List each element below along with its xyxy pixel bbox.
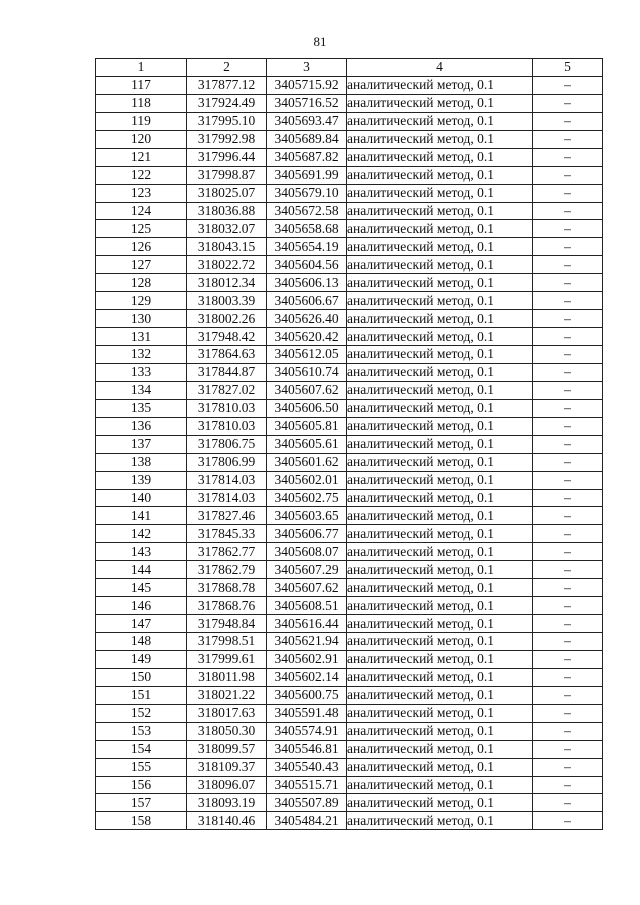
point-number-cell: 138 <box>96 453 187 471</box>
note-cell: – <box>533 489 603 507</box>
table-row <box>96 758 603 776</box>
method-cell: аналитический метод, 0.1 <box>347 328 533 346</box>
method-cell: аналитический метод, 0.1 <box>347 112 533 130</box>
note-cell: – <box>533 722 603 740</box>
note-cell: – <box>533 130 603 148</box>
x-coordinate-cell: 318093.19 <box>187 794 267 812</box>
method-cell: аналитический метод, 0.1 <box>347 704 533 722</box>
note-cell: – <box>533 794 603 812</box>
y-coordinate-cell: 3405689.84 <box>267 130 347 148</box>
y-coordinate-cell: 3405610.74 <box>267 363 347 381</box>
y-coordinate-cell: 3405607.62 <box>267 579 347 597</box>
method-cell: аналитический метод, 0.1 <box>347 650 533 668</box>
point-number-cell: 148 <box>96 633 187 651</box>
y-coordinate-cell: 3405654.19 <box>267 238 347 256</box>
table-row <box>96 615 603 633</box>
method-cell: аналитический метод, 0.1 <box>347 579 533 597</box>
note-cell: – <box>533 220 603 238</box>
point-number-cell: 151 <box>96 686 187 704</box>
method-cell: аналитический метод, 0.1 <box>347 381 533 399</box>
method-cell: аналитический метод, 0.1 <box>347 507 533 525</box>
table-row <box>96 381 603 399</box>
point-number-cell: 146 <box>96 597 187 615</box>
point-number-cell: 118 <box>96 94 187 112</box>
table-row <box>96 489 603 507</box>
method-cell: аналитический метод, 0.1 <box>347 256 533 274</box>
point-number-cell: 157 <box>96 794 187 812</box>
table-row <box>96 328 603 346</box>
y-coordinate-cell: 3405679.10 <box>267 184 347 202</box>
x-coordinate-cell: 318109.37 <box>187 758 267 776</box>
x-coordinate-cell: 318017.63 <box>187 704 267 722</box>
x-coordinate-cell: 318012.34 <box>187 274 267 292</box>
table-row <box>96 543 603 561</box>
method-cell: аналитический метод, 0.1 <box>347 184 533 202</box>
x-coordinate-cell: 318050.30 <box>187 722 267 740</box>
note-cell: – <box>533 274 603 292</box>
method-cell: аналитический метод, 0.1 <box>347 274 533 292</box>
table-row <box>96 220 603 238</box>
table-row <box>96 112 603 130</box>
x-coordinate-cell: 318099.57 <box>187 740 267 758</box>
point-number-cell: 139 <box>96 471 187 489</box>
y-coordinate-cell: 3405608.07 <box>267 543 347 561</box>
note-cell: – <box>533 740 603 758</box>
x-coordinate-cell: 318096.07 <box>187 776 267 794</box>
method-cell: аналитический метод, 0.1 <box>347 561 533 579</box>
note-cell: – <box>533 776 603 794</box>
point-number-cell: 134 <box>96 381 187 399</box>
y-coordinate-cell: 3405606.67 <box>267 292 347 310</box>
x-coordinate-cell: 317814.03 <box>187 489 267 507</box>
y-coordinate-cell: 3405607.62 <box>267 381 347 399</box>
table-row <box>96 812 603 830</box>
y-coordinate-cell: 3405612.05 <box>267 346 347 364</box>
note-cell: – <box>533 346 603 364</box>
table-row <box>96 256 603 274</box>
note-cell: – <box>533 597 603 615</box>
method-cell: аналитический метод, 0.1 <box>347 292 533 310</box>
table-row <box>96 274 603 292</box>
note-cell: – <box>533 435 603 453</box>
x-coordinate-cell: 317806.75 <box>187 435 267 453</box>
x-coordinate-cell: 317948.42 <box>187 328 267 346</box>
point-number-cell: 121 <box>96 148 187 166</box>
table-row <box>96 202 603 220</box>
note-cell: – <box>533 292 603 310</box>
x-coordinate-cell: 318011.98 <box>187 668 267 686</box>
method-cell: аналитический метод, 0.1 <box>347 76 533 94</box>
table-row <box>96 292 603 310</box>
method-cell: аналитический метод, 0.1 <box>347 399 533 417</box>
y-coordinate-cell: 3405607.29 <box>267 561 347 579</box>
x-coordinate-cell: 317999.61 <box>187 650 267 668</box>
point-number-cell: 143 <box>96 543 187 561</box>
table-row <box>96 597 603 615</box>
y-coordinate-cell: 3405540.43 <box>267 758 347 776</box>
note-cell: – <box>533 76 603 94</box>
method-cell: аналитический метод, 0.1 <box>347 148 533 166</box>
note-cell: – <box>533 310 603 328</box>
x-coordinate-cell: 317924.49 <box>187 94 267 112</box>
point-number-cell: 149 <box>96 650 187 668</box>
x-coordinate-cell: 317995.10 <box>187 112 267 130</box>
y-coordinate-cell: 3405715.92 <box>267 76 347 94</box>
x-coordinate-cell: 317827.02 <box>187 381 267 399</box>
point-number-cell: 122 <box>96 166 187 184</box>
y-coordinate-cell: 3405616.44 <box>267 615 347 633</box>
point-number-cell: 136 <box>96 417 187 435</box>
method-cell: аналитический метод, 0.1 <box>347 346 533 364</box>
table-row <box>96 561 603 579</box>
point-number-cell: 132 <box>96 346 187 364</box>
table-row <box>96 471 603 489</box>
point-number-cell: 142 <box>96 525 187 543</box>
point-number-cell: 140 <box>96 489 187 507</box>
y-coordinate-cell: 3405600.75 <box>267 686 347 704</box>
note-cell: – <box>533 525 603 543</box>
point-number-cell: 124 <box>96 202 187 220</box>
method-cell: аналитический метод, 0.1 <box>347 94 533 112</box>
method-cell: аналитический метод, 0.1 <box>347 668 533 686</box>
column-header-2: 2 <box>187 59 267 77</box>
table-row <box>96 794 603 812</box>
point-number-cell: 120 <box>96 130 187 148</box>
x-coordinate-cell: 317868.76 <box>187 597 267 615</box>
y-coordinate-cell: 3405602.01 <box>267 471 347 489</box>
method-cell: аналитический метод, 0.1 <box>347 633 533 651</box>
y-coordinate-cell: 3405608.51 <box>267 597 347 615</box>
method-cell: аналитический метод, 0.1 <box>347 166 533 184</box>
column-header-4: 4 <box>347 59 533 77</box>
method-cell: аналитический метод, 0.1 <box>347 202 533 220</box>
point-number-cell: 131 <box>96 328 187 346</box>
y-coordinate-cell: 3405602.75 <box>267 489 347 507</box>
y-coordinate-cell: 3405606.13 <box>267 274 347 292</box>
note-cell: – <box>533 202 603 220</box>
x-coordinate-cell: 317862.77 <box>187 543 267 561</box>
y-coordinate-cell: 3405484.21 <box>267 812 347 830</box>
table-row <box>96 94 603 112</box>
table-row <box>96 238 603 256</box>
method-cell: аналитический метод, 0.1 <box>347 740 533 758</box>
point-number-cell: 144 <box>96 561 187 579</box>
y-coordinate-cell: 3405601.62 <box>267 453 347 471</box>
method-cell: аналитический метод, 0.1 <box>347 363 533 381</box>
method-cell: аналитический метод, 0.1 <box>347 435 533 453</box>
point-number-cell: 125 <box>96 220 187 238</box>
method-cell: аналитический метод, 0.1 <box>347 543 533 561</box>
y-coordinate-cell: 3405591.48 <box>267 704 347 722</box>
x-coordinate-cell: 317868.78 <box>187 579 267 597</box>
table-row <box>96 166 603 184</box>
method-cell: аналитический метод, 0.1 <box>347 758 533 776</box>
table-row <box>96 776 603 794</box>
point-number-cell: 128 <box>96 274 187 292</box>
x-coordinate-cell: 317998.87 <box>187 166 267 184</box>
table-row <box>96 525 603 543</box>
page-number: 81 <box>313 34 327 49</box>
table-row <box>96 704 603 722</box>
y-coordinate-cell: 3405626.40 <box>267 310 347 328</box>
note-cell: – <box>533 507 603 525</box>
y-coordinate-cell: 3405602.91 <box>267 650 347 668</box>
note-cell: – <box>533 112 603 130</box>
method-cell: аналитический метод, 0.1 <box>347 722 533 740</box>
method-cell: аналитический метод, 0.1 <box>347 453 533 471</box>
note-cell: – <box>533 812 603 830</box>
note-cell: – <box>533 650 603 668</box>
note-cell: – <box>533 148 603 166</box>
coordinates-table <box>95 58 603 830</box>
point-number-cell: 127 <box>96 256 187 274</box>
point-number-cell: 155 <box>96 758 187 776</box>
note-cell: – <box>533 399 603 417</box>
y-coordinate-cell: 3405605.81 <box>267 417 347 435</box>
point-number-cell: 135 <box>96 399 187 417</box>
table-row <box>96 310 603 328</box>
point-number-cell: 147 <box>96 615 187 633</box>
point-number-cell: 123 <box>96 184 187 202</box>
table-row <box>96 346 603 364</box>
method-cell: аналитический метод, 0.1 <box>347 471 533 489</box>
note-cell: – <box>533 381 603 399</box>
table-row <box>96 686 603 704</box>
y-coordinate-cell: 3405620.42 <box>267 328 347 346</box>
x-coordinate-cell: 317810.03 <box>187 417 267 435</box>
note-cell: – <box>533 453 603 471</box>
note-cell: – <box>533 166 603 184</box>
x-coordinate-cell: 318002.26 <box>187 310 267 328</box>
y-coordinate-cell: 3405693.47 <box>267 112 347 130</box>
y-coordinate-cell: 3405507.89 <box>267 794 347 812</box>
point-number-cell: 158 <box>96 812 187 830</box>
note-cell: – <box>533 417 603 435</box>
method-cell: аналитический метод, 0.1 <box>347 686 533 704</box>
table-row <box>96 668 603 686</box>
note-cell: – <box>533 686 603 704</box>
note-cell: – <box>533 328 603 346</box>
y-coordinate-cell: 3405716.52 <box>267 94 347 112</box>
header-row <box>96 59 603 77</box>
table-row <box>96 148 603 166</box>
point-number-cell: 150 <box>96 668 187 686</box>
x-coordinate-cell: 317996.44 <box>187 148 267 166</box>
y-coordinate-cell: 3405515.71 <box>267 776 347 794</box>
point-number-cell: 130 <box>96 310 187 328</box>
point-number-cell: 141 <box>96 507 187 525</box>
method-cell: аналитический метод, 0.1 <box>347 794 533 812</box>
x-coordinate-cell: 317877.12 <box>187 76 267 94</box>
y-coordinate-cell: 3405546.81 <box>267 740 347 758</box>
x-coordinate-cell: 317810.03 <box>187 399 267 417</box>
note-cell: – <box>533 94 603 112</box>
point-number-cell: 152 <box>96 704 187 722</box>
point-number-cell: 156 <box>96 776 187 794</box>
x-coordinate-cell: 318032.07 <box>187 220 267 238</box>
x-coordinate-cell: 317862.79 <box>187 561 267 579</box>
x-coordinate-cell: 317814.03 <box>187 471 267 489</box>
y-coordinate-cell: 3405605.61 <box>267 435 347 453</box>
table-row <box>96 76 603 94</box>
method-cell: аналитический метод, 0.1 <box>347 597 533 615</box>
point-number-cell: 153 <box>96 722 187 740</box>
x-coordinate-cell: 317864.63 <box>187 346 267 364</box>
point-number-cell: 119 <box>96 112 187 130</box>
x-coordinate-cell: 318003.39 <box>187 292 267 310</box>
method-cell: аналитический метод, 0.1 <box>347 417 533 435</box>
y-coordinate-cell: 3405574.91 <box>267 722 347 740</box>
note-cell: – <box>533 363 603 381</box>
x-coordinate-cell: 317992.98 <box>187 130 267 148</box>
x-coordinate-cell: 317948.84 <box>187 615 267 633</box>
note-cell: – <box>533 579 603 597</box>
table-row <box>96 650 603 668</box>
y-coordinate-cell: 3405606.50 <box>267 399 347 417</box>
table-body <box>96 76 603 829</box>
column-header-5: 5 <box>533 59 603 77</box>
point-number-cell: 126 <box>96 238 187 256</box>
point-number-cell: 137 <box>96 435 187 453</box>
point-number-cell: 129 <box>96 292 187 310</box>
note-cell: – <box>533 668 603 686</box>
table-row <box>96 130 603 148</box>
table-row <box>96 435 603 453</box>
table-row <box>96 722 603 740</box>
y-coordinate-cell: 3405658.68 <box>267 220 347 238</box>
table-row <box>96 363 603 381</box>
y-coordinate-cell: 3405687.82 <box>267 148 347 166</box>
x-coordinate-cell: 318025.07 <box>187 184 267 202</box>
method-cell: аналитический метод, 0.1 <box>347 812 533 830</box>
method-cell: аналитический метод, 0.1 <box>347 238 533 256</box>
x-coordinate-cell: 318022.72 <box>187 256 267 274</box>
x-coordinate-cell: 317844.87 <box>187 363 267 381</box>
table-row <box>96 740 603 758</box>
table-row <box>96 184 603 202</box>
note-cell: – <box>533 184 603 202</box>
y-coordinate-cell: 3405603.65 <box>267 507 347 525</box>
column-header-3: 3 <box>267 59 347 77</box>
note-cell: – <box>533 561 603 579</box>
note-cell: – <box>533 633 603 651</box>
y-coordinate-cell: 3405621.94 <box>267 633 347 651</box>
y-coordinate-cell: 3405606.77 <box>267 525 347 543</box>
point-number-cell: 133 <box>96 363 187 381</box>
table-row <box>96 507 603 525</box>
x-coordinate-cell: 318021.22 <box>187 686 267 704</box>
y-coordinate-cell: 3405691.99 <box>267 166 347 184</box>
note-cell: – <box>533 471 603 489</box>
column-header-1: 1 <box>96 59 187 77</box>
note-cell: – <box>533 543 603 561</box>
y-coordinate-cell: 3405672.58 <box>267 202 347 220</box>
method-cell: аналитический метод, 0.1 <box>347 525 533 543</box>
note-cell: – <box>533 238 603 256</box>
method-cell: аналитический метод, 0.1 <box>347 310 533 328</box>
note-cell: – <box>533 256 603 274</box>
table-row <box>96 453 603 471</box>
note-cell: – <box>533 704 603 722</box>
table-row <box>96 633 603 651</box>
method-cell: аналитический метод, 0.1 <box>347 776 533 794</box>
point-number-cell: 154 <box>96 740 187 758</box>
x-coordinate-cell: 318043.15 <box>187 238 267 256</box>
table-row <box>96 579 603 597</box>
point-number-cell: 145 <box>96 579 187 597</box>
table-header <box>96 59 603 77</box>
point-number-cell: 117 <box>96 76 187 94</box>
method-cell: аналитический метод, 0.1 <box>347 130 533 148</box>
y-coordinate-cell: 3405604.56 <box>267 256 347 274</box>
note-cell: – <box>533 615 603 633</box>
method-cell: аналитический метод, 0.1 <box>347 489 533 507</box>
x-coordinate-cell: 318036.88 <box>187 202 267 220</box>
table-row <box>96 399 603 417</box>
y-coordinate-cell: 3405602.14 <box>267 668 347 686</box>
x-coordinate-cell: 317827.46 <box>187 507 267 525</box>
method-cell: аналитический метод, 0.1 <box>347 615 533 633</box>
x-coordinate-cell: 318140.46 <box>187 812 267 830</box>
x-coordinate-cell: 317845.33 <box>187 525 267 543</box>
note-cell: – <box>533 758 603 776</box>
x-coordinate-cell: 317998.51 <box>187 633 267 651</box>
method-cell: аналитический метод, 0.1 <box>347 220 533 238</box>
x-coordinate-cell: 317806.99 <box>187 453 267 471</box>
table-row <box>96 417 603 435</box>
